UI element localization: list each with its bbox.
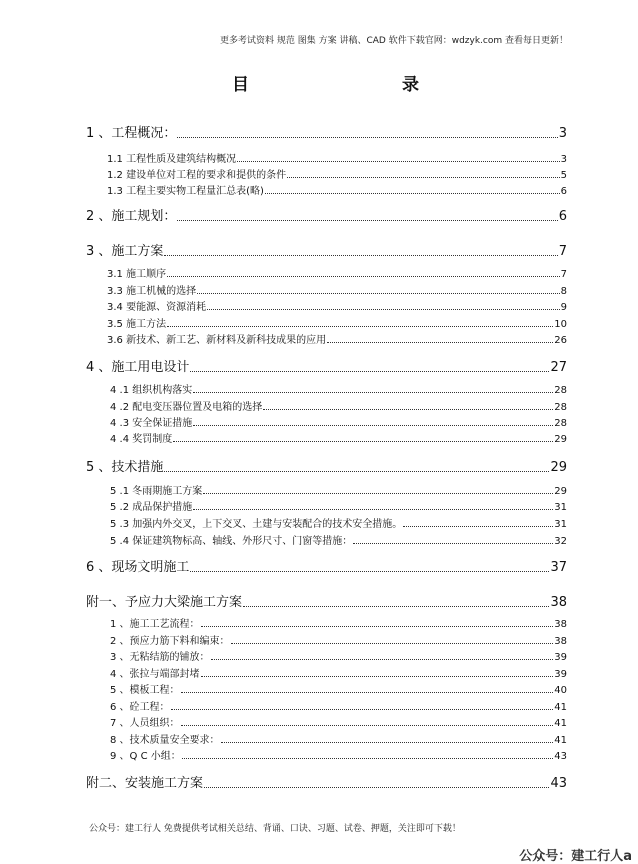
toc-entry-page: 40	[554, 685, 567, 696]
toc-leader	[201, 626, 554, 627]
toc-entry-page: 41	[554, 702, 567, 713]
toc-entry[interactable]	[110, 381, 567, 396]
toc-entry-label: 附一、予应力大梁施工方案	[86, 595, 243, 610]
toc-entry-page: 3	[558, 126, 567, 141]
toc-entry-page: 26	[554, 335, 567, 346]
toc-entry-label: 1 、工程概况：	[86, 126, 177, 141]
toc-leader	[265, 193, 560, 194]
toc-entry-page: 41	[554, 735, 567, 746]
toc-entry[interactable]	[86, 591, 567, 610]
toc-entry-page: 3	[560, 154, 567, 165]
toc-entry-page: 39	[554, 652, 567, 663]
toc-entry[interactable]	[86, 456, 567, 475]
toc-entry[interactable]	[86, 772, 567, 791]
toc-entry-label: 1.2 建设单位对工程的要求和提供的条件	[107, 170, 287, 181]
toc-entry-page: 38	[550, 595, 567, 610]
toc-leader	[211, 659, 554, 660]
toc-leader	[207, 309, 560, 310]
toc-entry-label: 3.6 新技术、新工艺、新材料及新科技成果的应用	[107, 335, 327, 346]
toc-entry-label: 5 .1 冬雨期施工方案	[110, 486, 203, 497]
toc-entry-page: 28	[554, 385, 567, 396]
toc-entry-label: 5 、模板工程：	[110, 685, 180, 696]
toc-entry-page: 6	[558, 209, 567, 224]
toc-entry[interactable]	[110, 632, 567, 647]
toc-entry-label: 5 、技术措施	[86, 460, 164, 475]
toc-entry-label: 1 、施工工艺流程：	[110, 619, 200, 630]
toc-leader	[181, 692, 554, 693]
toc-entry[interactable]	[110, 747, 567, 762]
toc-entry-page: 32	[554, 536, 567, 547]
toc-entry-page: 43	[550, 776, 567, 791]
toc-leader	[167, 276, 560, 277]
toc-entry-page: 5	[560, 170, 567, 181]
toc-leader	[182, 758, 554, 759]
toc-entry-label: 附二、安装施工方案	[86, 776, 204, 791]
toc-entry[interactable]	[110, 648, 567, 663]
toc-entry-label: 3.5 施工方法	[107, 319, 167, 330]
toc-entry-page: 8	[560, 286, 567, 297]
toc-leader	[231, 643, 554, 644]
toc-entry[interactable]	[110, 731, 567, 746]
toc-leader	[193, 509, 553, 510]
toc-entry-page: 10	[554, 319, 567, 330]
toc-entry-label: 4 、张拉与端部封堵	[110, 669, 200, 680]
toc-leader	[237, 161, 560, 162]
page-footer: 公众号：建工行人 免费提供考试相关总结、背诵、口诀、习题、试卷、押题，关注即可下载！	[89, 824, 461, 834]
toc-entry-label: 2 、预应力筋下料和编束：	[110, 636, 230, 647]
toc-entry-label: 2 、施工规划：	[86, 209, 177, 224]
toc-entry[interactable]	[110, 498, 567, 513]
toc-leader	[204, 787, 549, 788]
toc-entry[interactable]	[107, 166, 567, 181]
toc-entry-label: 3.4 要能源、资源消耗	[107, 302, 207, 313]
toc-entry-page: 28	[554, 402, 567, 413]
title-right: 录	[402, 75, 419, 95]
toc-entry-page: 37	[550, 560, 567, 575]
toc-leader	[167, 326, 553, 327]
toc-entry-label: 8 、技术质量安全要求：	[110, 735, 220, 746]
toc-entry[interactable]	[107, 150, 567, 165]
toc-entry-label: 1.3 工程主要实物工程量汇总表(略)	[107, 186, 264, 197]
toc-entry-label: 9 、Q C 小组：	[110, 751, 181, 762]
toc-entry[interactable]	[110, 532, 567, 547]
toc-entry-label: 4 .2 配电变压器位置及电箱的选择	[110, 402, 263, 413]
toc-entry-label: 4 .4 奖罚制度	[110, 434, 173, 445]
toc-entry[interactable]	[86, 240, 567, 259]
toc-entry-page: 38	[554, 636, 567, 647]
page-header: 更多考试资料 规范 图集 方案 讲稿、CAD 软件下载官网：wdzyk.com 查看每日更新！	[220, 36, 568, 46]
toc-leader	[181, 725, 554, 726]
toc-leader	[190, 571, 549, 572]
toc-entry[interactable]	[110, 698, 567, 713]
toc-entry-label: 5 .3 加强内外交叉，上下交叉、土建与安装配合的技术安全措施。	[110, 519, 403, 530]
toc-entry[interactable]	[86, 356, 567, 375]
toc-entry[interactable]	[110, 615, 567, 630]
toc-entry-label: 3.3 施工机械的选择	[107, 286, 197, 297]
toc-entry-label: 6 、现场文明施工	[86, 560, 190, 575]
toc-entry[interactable]	[107, 331, 567, 346]
toc-leader	[201, 676, 554, 677]
toc-entry[interactable]	[107, 182, 567, 197]
toc-entry[interactable]	[86, 122, 567, 141]
toc-leader	[243, 606, 549, 607]
toc-entry-page: 38	[554, 619, 567, 630]
toc-entry[interactable]	[86, 205, 567, 224]
toc-entry-label: 3.1 施工顺序	[107, 269, 167, 280]
toc-entry-page: 28	[554, 418, 567, 429]
toc-leader	[177, 220, 557, 221]
toc-entry[interactable]	[107, 298, 567, 313]
toc-entry[interactable]	[110, 430, 567, 445]
toc-entry-label: 6 、砼工程：	[110, 702, 170, 713]
toc-leader	[263, 409, 553, 410]
toc-leader	[403, 526, 553, 527]
toc-leader	[197, 293, 560, 294]
toc-entry[interactable]	[110, 681, 567, 696]
toc-entry-page: 29	[550, 460, 567, 475]
toc-leader	[193, 392, 553, 393]
toc-entry-page: 43	[554, 751, 567, 762]
toc-entry-page: 9	[560, 302, 567, 313]
toc-entry[interactable]	[110, 665, 567, 680]
toc-entry-page: 41	[554, 718, 567, 729]
toc-entry-label: 7 、人员组织：	[110, 718, 180, 729]
toc-entry-page: 6	[560, 186, 567, 197]
toc-entry[interactable]	[107, 282, 567, 297]
toc-entry-page: 29	[554, 434, 567, 445]
title-left: 目	[232, 75, 249, 95]
toc-entry[interactable]	[110, 414, 567, 429]
toc-entry-page: 31	[554, 502, 567, 513]
toc-entry-label: 5 .2 成品保护措施	[110, 502, 193, 513]
toc-entry[interactable]	[86, 556, 567, 575]
toc-entry-label: 3 、施工方案	[86, 244, 164, 259]
toc-entry-label: 4 .3 安全保证措施	[110, 418, 193, 429]
toc-entry-page: 7	[560, 269, 567, 280]
toc-leader	[190, 371, 549, 372]
watermark: 公众号：建工行人a	[519, 849, 632, 864]
toc-entry[interactable]	[107, 265, 567, 280]
toc-entry-page: 27	[550, 360, 567, 375]
toc-leader	[164, 471, 549, 472]
toc-entry[interactable]	[110, 714, 567, 729]
toc-entry-label: 4 .1 组织机构落实	[110, 385, 193, 396]
toc-leader	[193, 425, 553, 426]
toc-entry-label: 1.1 工程性质及建筑结构概况	[107, 154, 237, 165]
toc-entry-label: 4 、施工用电设计	[86, 360, 190, 375]
toc-entry-page: 7	[558, 244, 567, 259]
toc-entry[interactable]	[107, 315, 567, 330]
toc-entry-label: 3 、无粘结筋的铺放：	[110, 652, 210, 663]
toc-entry-label: 5 .4 保证建筑物标高、轴线、外形尺寸、门窗等措施：	[110, 536, 353, 547]
toc-entry[interactable]	[110, 482, 567, 497]
toc-leader	[164, 255, 557, 256]
toc-entry[interactable]	[110, 398, 567, 413]
toc-leader	[203, 493, 553, 494]
toc-leader	[221, 742, 554, 743]
toc-entry-page: 39	[554, 669, 567, 680]
toc-leader	[177, 137, 557, 138]
toc-leader	[171, 709, 554, 710]
toc-leader	[353, 543, 553, 544]
toc-entry-page: 29	[554, 486, 567, 497]
toc-leader	[173, 441, 553, 442]
toc-entry[interactable]	[110, 515, 567, 530]
toc-leader	[327, 342, 553, 343]
toc-leader	[287, 177, 560, 178]
toc-entry-page: 31	[554, 519, 567, 530]
